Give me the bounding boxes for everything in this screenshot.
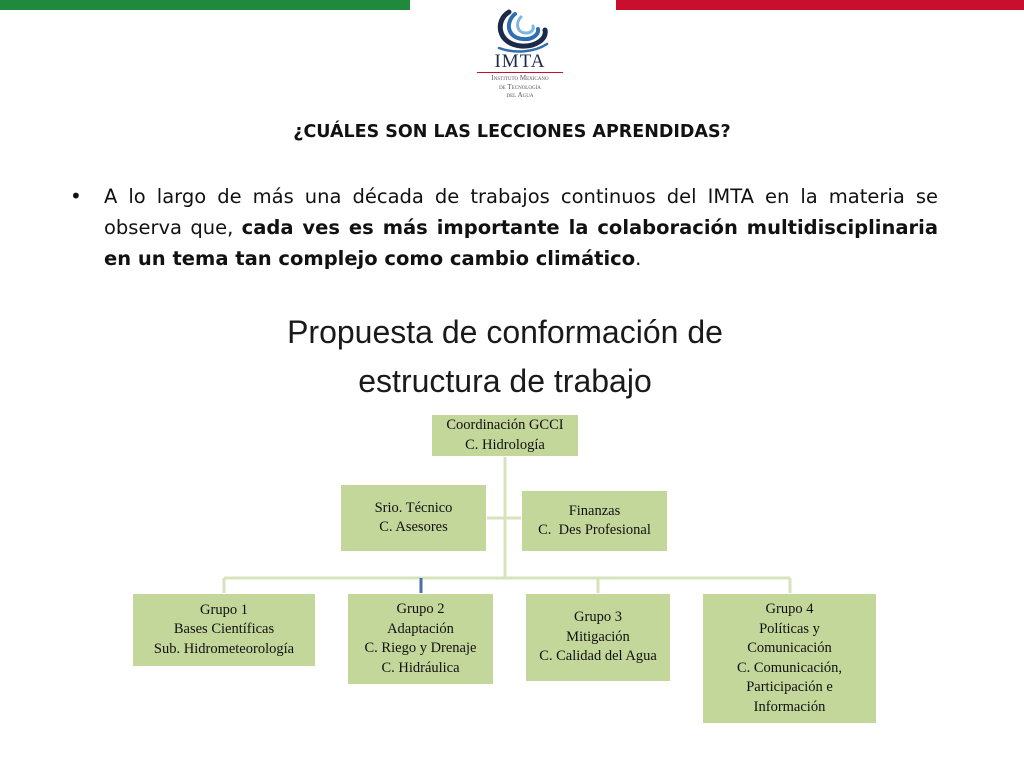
bullet-text-bold: cada ves es más importante la colaboración multidisciplinaria en un tema tan complejo como cambio climático — [104, 216, 938, 270]
box-group-3-line-3: C. Calidad del Agua — [539, 648, 657, 665]
box-group-4 — [702, 593, 877, 724]
diagram-title-line-1: Propuesta de conformación de — [287, 314, 723, 350]
box-coordination-line-2: C. Hidrología — [465, 436, 545, 453]
box-group-4-line-1: Grupo 4 — [765, 601, 814, 617]
bullet-marker: • — [70, 184, 82, 208]
box-group-2-line-4: C. Hidráulica — [381, 659, 460, 676]
bullet-text-regular: A lo largo de más una década de trabajos continuos del IMTA en la materia se observa que, — [104, 185, 938, 239]
box-staff-tecnico — [340, 484, 487, 552]
box-group-4-line-3: Comunicación — [747, 640, 832, 656]
box-group-4-line-6: Información — [753, 698, 826, 715]
box-group-4-line-2: Políticas y — [759, 620, 820, 637]
box-staff-tecnico-line-2: C. Asesores — [379, 519, 448, 535]
box-group-4-line-4: C. Comunicación, — [736, 659, 843, 676]
box-group-2-line-3: C. Riego y Drenaje — [364, 640, 477, 656]
box-group-2-line-1: Grupo 2 — [396, 601, 445, 617]
box-group-4-line-5: Participación e — [746, 679, 833, 695]
box-group-2 — [347, 593, 494, 685]
diagram-title-line-2: estructura de trabajo — [358, 363, 652, 399]
logo-subtitle-1: Instituto Mexicano — [491, 74, 549, 82]
box-coordination-line-1: Coordinación GCCI — [446, 417, 564, 433]
box-group-3 — [525, 593, 671, 682]
box-staff-finanzas — [521, 490, 668, 552]
box-coordination — [431, 414, 579, 457]
box-group-2-line-2: Adaptación — [387, 620, 454, 637]
box-group-3-line-1: Grupo 3 — [574, 609, 622, 626]
box-staff-finanzas-line-1: Finanzas — [568, 502, 621, 519]
box-group-1 — [132, 593, 316, 667]
box-staff-tecnico-line-1: Srio. Técnico — [374, 499, 453, 516]
box-group-1-line-2: Bases Científicas — [173, 621, 275, 638]
slide-heading: ¿CUÁLES SON LAS LECCIONES APRENDIDAS? — [293, 122, 731, 142]
logo-wordmark: IMTA — [494, 51, 546, 72]
box-staff-finanzas-line-2: C. Des Profesional — [538, 522, 651, 538]
box-group-1-line-3: Sub. Hidrometeorología — [153, 640, 295, 657]
box-group-1-line-1: Grupo 1 — [200, 601, 248, 618]
logo-subtitle-3: del Agua — [506, 91, 534, 99]
box-group-3-line-2: Mitigación — [566, 628, 630, 645]
logo-subtitle-2: de Tecnología — [499, 82, 541, 91]
bullet-text-end: . — [635, 247, 642, 270]
